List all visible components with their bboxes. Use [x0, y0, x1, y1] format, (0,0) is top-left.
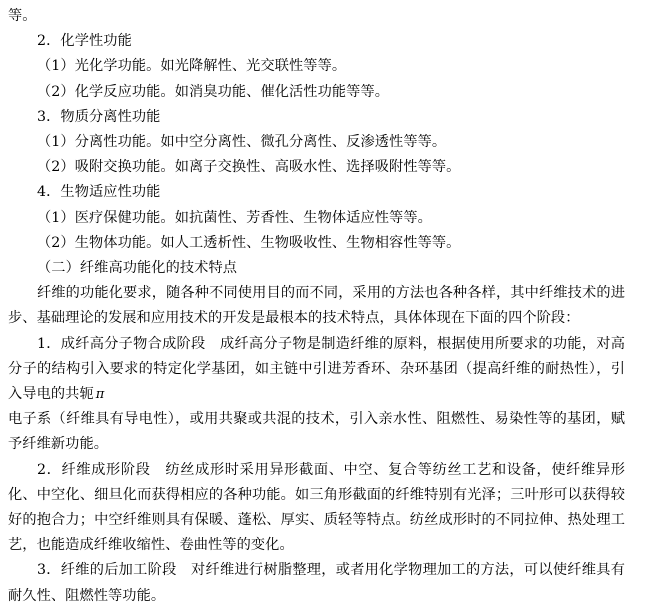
heading-separation-function: 3．物质分离性功能: [37, 108, 161, 125]
text-line: （2）化学反应功能。如消臭功能、催化活性功能等等。: [37, 83, 390, 100]
text-line: （1）光化学功能。如光降解性、光交联性等等。: [37, 58, 347, 75]
text-line: （2）生物体功能。如人工透析性、生物吸收性、生物相容性等等。: [37, 234, 461, 251]
text-line: （1）分离性功能。如中空分离性、微孔分离性、反渗透性等等。: [37, 134, 447, 151]
paragraph-stage-2: 2．纤维成形阶段 纺丝成形时采用异形截面、中空、复合等纺丝工艺和设备，使纤维异形化、中空化、细旦化而获得相应的各种功能。如三角形截面的纤维特别有光泽；三叶形可以获得较好的抱合力；中空纤维则具有保暖、蓬松、厚实、质轻等特点。纺丝成形时的不同拉伸、热处理工艺，也能造成纤维收缩性、卷曲性等的变化。: [8, 461, 625, 554]
paragraph-intro: 纤维的功能化要求，随各种不同使用目的而不同，采用的方法也各种各样，其中纤维技术的进步、基础理论的发展和应用技术的开发是最根本的技术特点，具体体现在下面的四个阶段：: [8, 285, 625, 327]
stage-1-text: 1．成纤高分子物合成阶段 成纤高分子物是制造纤维的原料，根据使用所要求的功能，对高分子的结构引入要求的特定化学基团，如主链中引进芳香环、杂环基团（提高纤维的耐热性），引入导电的共轭: [8, 335, 625, 403]
paragraph-stage-1-part2: 电子系（纤维具有导电性），或用共聚或共混的技术，引入亲水性、阻燃性、易染性等的基团，赋予纤维新功能。: [8, 411, 625, 453]
paragraph-stage-1-part1: [8, 332, 625, 408]
text-line: （1）医疗保健功能。如抗菌性、芳香性、生物体适应性等等。: [37, 209, 432, 226]
paragraph-stage-3: 3．纤维的后加工阶段 对纤维进行树脂整理，或者用化学物理加工的方法，可以使纤维具有耐久性、阻燃性等功能。: [8, 562, 625, 604]
pi-symbol: π: [95, 387, 105, 403]
section-heading: （二）纤维高功能化的技术特点: [37, 260, 238, 277]
heading-chemical-function: 2．化学性功能: [37, 33, 132, 50]
text-line: 等。: [8, 8, 37, 24]
text-line: （2）吸附交换功能。如离子交换性、高吸水性、选择吸附性等等。: [37, 159, 461, 176]
heading-bio-adaptability: 4．生物适应性功能: [37, 184, 161, 201]
